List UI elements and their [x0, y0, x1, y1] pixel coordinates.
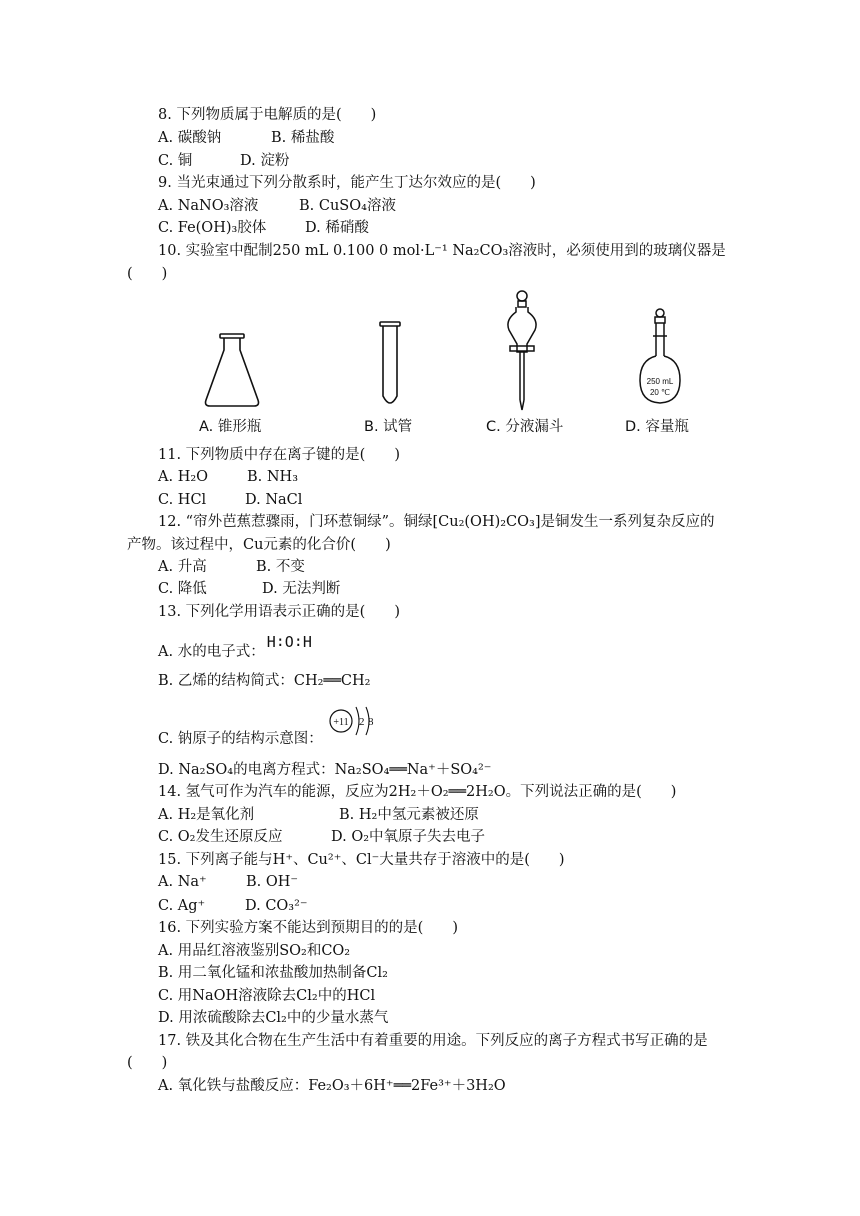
q12-option-a[interactable]: A. 升高 [158, 559, 207, 575]
sodium-nucleus-charge: +11 [333, 717, 349, 728]
q15-option-b[interactable]: B. OH⁻ [246, 874, 299, 890]
q8-option-a[interactable]: A. 碳酸钠 [158, 130, 222, 146]
volumetric-flask-label-volume: 250 mL [646, 377, 674, 386]
q8-option-d[interactable]: D. 淀粉 [240, 153, 290, 169]
erlenmeyer-flask-icon [206, 334, 259, 406]
q17-stem: 17. 铁及其化合物在生产生活中有着重要的用途。下列反应的离子方程式书写正确的是 [158, 1033, 708, 1049]
q14-option-a[interactable]: A. H₂是氧化剂 [158, 807, 255, 823]
q10-stem-paren: ( ) [127, 266, 168, 282]
q14-option-b[interactable]: B. H₂中氢元素被还原 [339, 807, 479, 823]
q10-stem: 10. 实验室中配制250 mL 0.100 0 mol·L⁻¹ Na₂CO₃溶液时，必须使用到的玻璃仪器是 [158, 243, 726, 259]
q11-option-a[interactable]: A. H₂O [158, 469, 209, 485]
q12-stem: 12. “帘外芭蕉惹骤雨，门环惹铜绿”。铜绿[Cu₂(OH)₂CO₃]是铜发生一系列复杂反应的 [158, 514, 715, 530]
q14-option-d[interactable]: D. O₂中氧原子失去电子 [331, 829, 486, 845]
q17-stem-paren: ( ) [127, 1055, 168, 1071]
sodium-shell-2-electrons: 8 [368, 716, 374, 728]
q12-stem-cont: 产物。该过程中，Cu元素的化合价( ) [127, 537, 391, 553]
q11-option-c[interactable]: C. HCl [158, 492, 207, 508]
q9-option-a[interactable]: A. NaNO₃溶液 [158, 198, 259, 214]
volumetric-flask-icon [640, 309, 680, 403]
q14-stem: 14. 氢气可作为汽车的能源，反应为2H₂＋O₂══2H₂O。下列说法正确的是( ) [158, 784, 677, 800]
separatory-funnel-icon [508, 291, 536, 410]
q8-stem: 8. 下列物质属于电解质的是( ) [158, 107, 377, 123]
q9-option-d[interactable]: D. 稀硝酸 [305, 220, 369, 236]
q13-option-a-text: A. 水的电子式： [158, 644, 265, 660]
q16-option-c[interactable]: C. 用NaOH溶液除去Cl₂中的HCl [158, 988, 376, 1004]
water-electron-formula: H∶O∶H [266, 633, 312, 651]
q13-option-a[interactable] [158, 633, 312, 662]
q13-option-d[interactable]: D. Na₂SO₄的电离方程式：Na₂SO₄══Na⁺＋SO₄²⁻ [158, 762, 492, 778]
q14-option-c[interactable]: C. O₂发生还原反应 [158, 829, 283, 845]
volumetric-flask-label-temp: 20 ℃ [649, 388, 671, 397]
q11-stem: 11. 下列物质中存在离子键的是( ) [158, 447, 400, 463]
q9-option-b[interactable]: B. CuSO₄溶液 [299, 198, 396, 214]
q9-option-c[interactable]: C. Fe(OH)₃胶体 [158, 220, 267, 236]
q8-option-c[interactable]: C. 铜 [158, 153, 193, 169]
q10-option-a[interactable]: A. 锥形瓶 [199, 419, 262, 435]
q17-option-a[interactable]: A. 氧化铁与盐酸反应：Fe₂O₃＋6H⁺══2Fe³⁺＋3H₂O [158, 1078, 506, 1094]
q13-option-c[interactable]: C. 钠原子的结构示意图： [158, 731, 323, 747]
q13-stem: 13. 下列化学用语表示正确的是( ) [158, 604, 400, 620]
q10-option-d[interactable]: D. 容量瓶 [625, 419, 689, 435]
q15-option-c[interactable]: C. Ag⁺ [158, 898, 206, 914]
q15-option-d[interactable]: D. CO₃²⁻ [245, 898, 308, 914]
q10-option-c[interactable]: C. 分液漏斗 [486, 419, 564, 435]
q11-option-b[interactable]: B. NH₃ [247, 469, 299, 485]
sodium-atom-diagram [326, 703, 386, 745]
q15-option-a[interactable]: A. Na⁺ [158, 874, 207, 890]
q12-option-b[interactable]: B. 不变 [256, 559, 305, 575]
q16-option-b[interactable]: B. 用二氧化锰和浓盐酸加热制备Cl₂ [158, 965, 388, 981]
q10-option-b[interactable]: B. 试管 [364, 419, 413, 435]
q10-apparatus-figure [0, 0, 860, 440]
q12-option-c[interactable]: C. 降低 [158, 581, 207, 597]
test-tube-icon [380, 322, 400, 403]
q16-option-a[interactable]: A. 用品红溶液鉴别SO₂和CO₂ [158, 943, 351, 959]
q13-option-b[interactable]: B. 乙烯的结构简式：CH₂══CH₂ [158, 673, 371, 689]
q15-stem: 15. 下列离子能与H⁺、Cu²⁺、Cl⁻大量共存于溶液中的是( ) [158, 852, 565, 868]
q11-option-d[interactable]: D. NaCl [245, 492, 303, 508]
q9-stem: 9. 当光束通过下列分散系时，能产生丁达尔效应的是( ) [158, 175, 536, 191]
q12-option-d[interactable]: D. 无法判断 [262, 581, 341, 597]
q8-option-b[interactable]: B. 稀盐酸 [271, 130, 335, 146]
q16-option-d[interactable]: D. 用浓硫酸除去Cl₂中的少量水蒸气 [158, 1010, 389, 1026]
q16-stem: 16. 下列实验方案不能达到预期目的的是( ) [158, 920, 458, 936]
sodium-shell-1-electrons: 2 [359, 716, 365, 728]
